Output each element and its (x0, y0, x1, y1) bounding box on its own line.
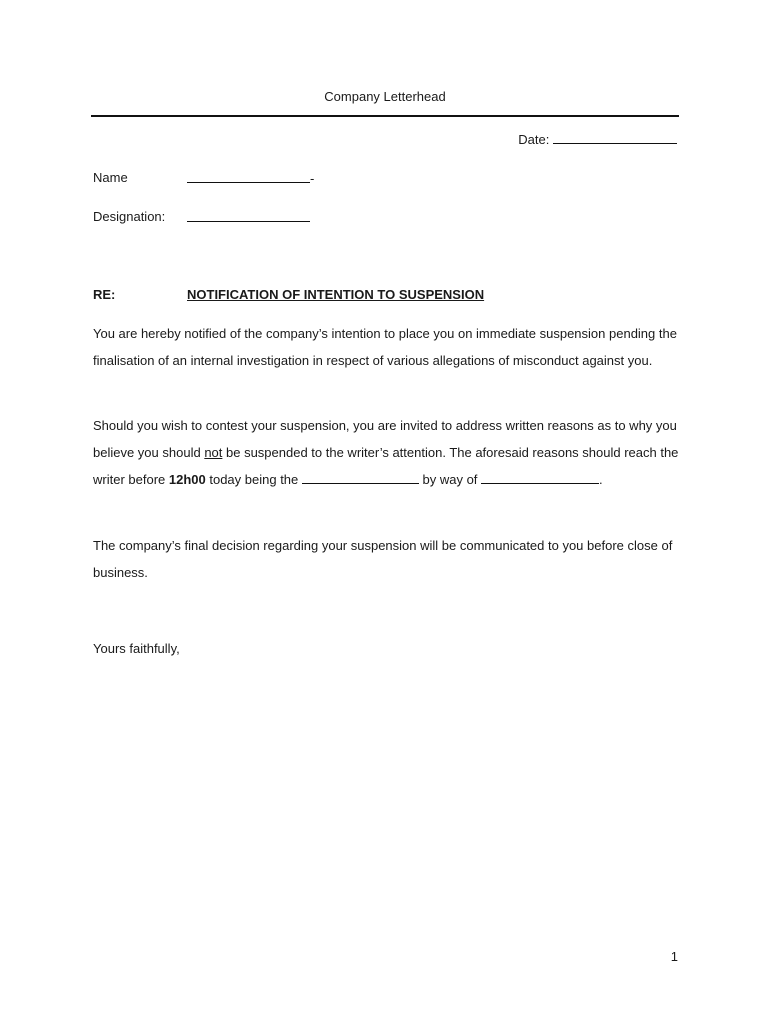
company-letterhead: Company Letterhead (324, 89, 446, 104)
name-blank-line (187, 170, 310, 183)
date-today-blank-line (302, 471, 419, 484)
date-field (518, 131, 677, 148)
page-number: 1 (670, 949, 678, 964)
paragraph-suspension-notice: You are hereby notified of the company’s intention to place you on immediate suspension pending the finalisation of an internal investigation in respect of various allegations of misconduct against you. (93, 326, 677, 368)
letterhead-divider (91, 115, 679, 117)
name-suffix: - (310, 171, 315, 186)
p2-text-1: Should you wish to contest your suspension, you are invited to address written reasons as to why you believe you should (93, 418, 677, 460)
method-blank-line (481, 471, 599, 484)
p2-text-4: by way of (418, 472, 482, 487)
date-blank-line (553, 131, 677, 144)
closing-signoff: Yours faithfully, (93, 641, 180, 656)
date-label: Date: (518, 132, 550, 147)
designation-label: Designation: (93, 209, 166, 224)
name-label: Name (93, 170, 128, 185)
p2-emphasis-not: not (204, 445, 223, 460)
designation-blank-line (187, 209, 310, 222)
paragraph-contest-instructions (93, 412, 683, 493)
name-field (187, 170, 314, 187)
p2-deadline-time: 12h00 (168, 472, 206, 487)
p2-end: . (599, 472, 603, 487)
p2-text-2: be suspended to the writer’s attention. The aforesaid reasons should reach the writer before (93, 445, 679, 487)
paragraph-final-decision: The company’s final decision regarding your suspension will be communicated to you before close of business. (93, 538, 673, 580)
re-subject: NOTIFICATION OF INTENTION TO SUSPENSION (187, 287, 485, 302)
designation-field (187, 209, 310, 226)
p2-text-3: today being the (205, 472, 302, 487)
re-label: RE: (93, 287, 116, 302)
